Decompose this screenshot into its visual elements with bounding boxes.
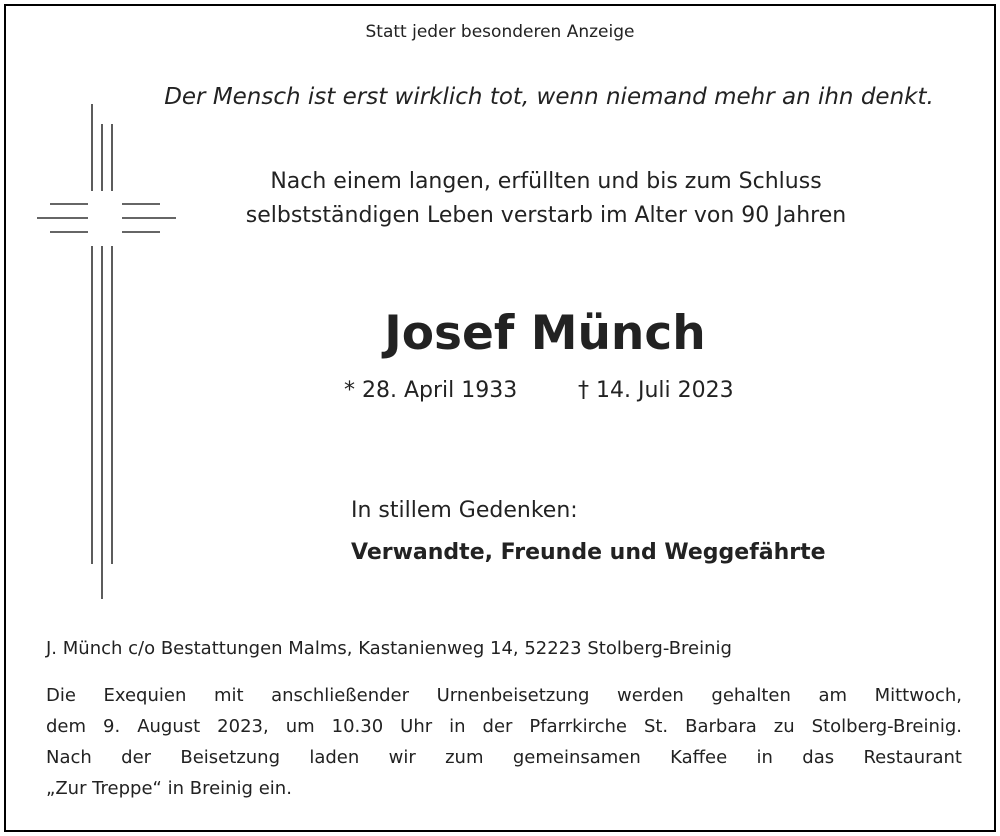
death-date: † 14. Juli 2023 [578, 378, 734, 403]
funeral-line-4: „Zur Treppe“ in Breinig ein. [46, 778, 292, 799]
deceased-name: Josef Münch [384, 306, 706, 361]
funeral-details [46, 680, 962, 804]
funeral-line-3: Nach der Beisetzung laden wir zum gemeinsamen Kaffee in das Restaurant [46, 747, 962, 768]
notice-header: Statt jeder besonderen Anzeige [365, 22, 635, 42]
contact-address: J. Münch c/o Bestattungen Malms, Kastanienweg 14, 52223 Stolberg-Breinig [46, 638, 732, 659]
funeral-line-2: dem 9. August 2023, um 10.30 Uhr in der Pfarrkirche St. Barbara zu Stolberg-Breinig. [46, 716, 962, 737]
intro-line-2: selbstständigen Leben verstarb im Alter von 90 Jahren [245, 203, 847, 228]
funeral-line-1: Die Exequien mit anschließender Urnenbeisetzung werden gehalten am Mittwoch, [46, 685, 962, 706]
birth-date: * 28. April 1933 [344, 378, 518, 403]
memory-intro: In stillem Gedenken: [351, 498, 578, 523]
intro-line-1: Nach einem langen, erfüllten und bis zum Schluss [270, 169, 822, 194]
mourners-names: Verwandte, Freunde und Weggefährte [351, 540, 826, 565]
motto-quote: Der Mensch ist erst wirklich tot, wenn niemand mehr an ihn denkt. [164, 84, 934, 110]
obituary-notice [4, 4, 996, 832]
